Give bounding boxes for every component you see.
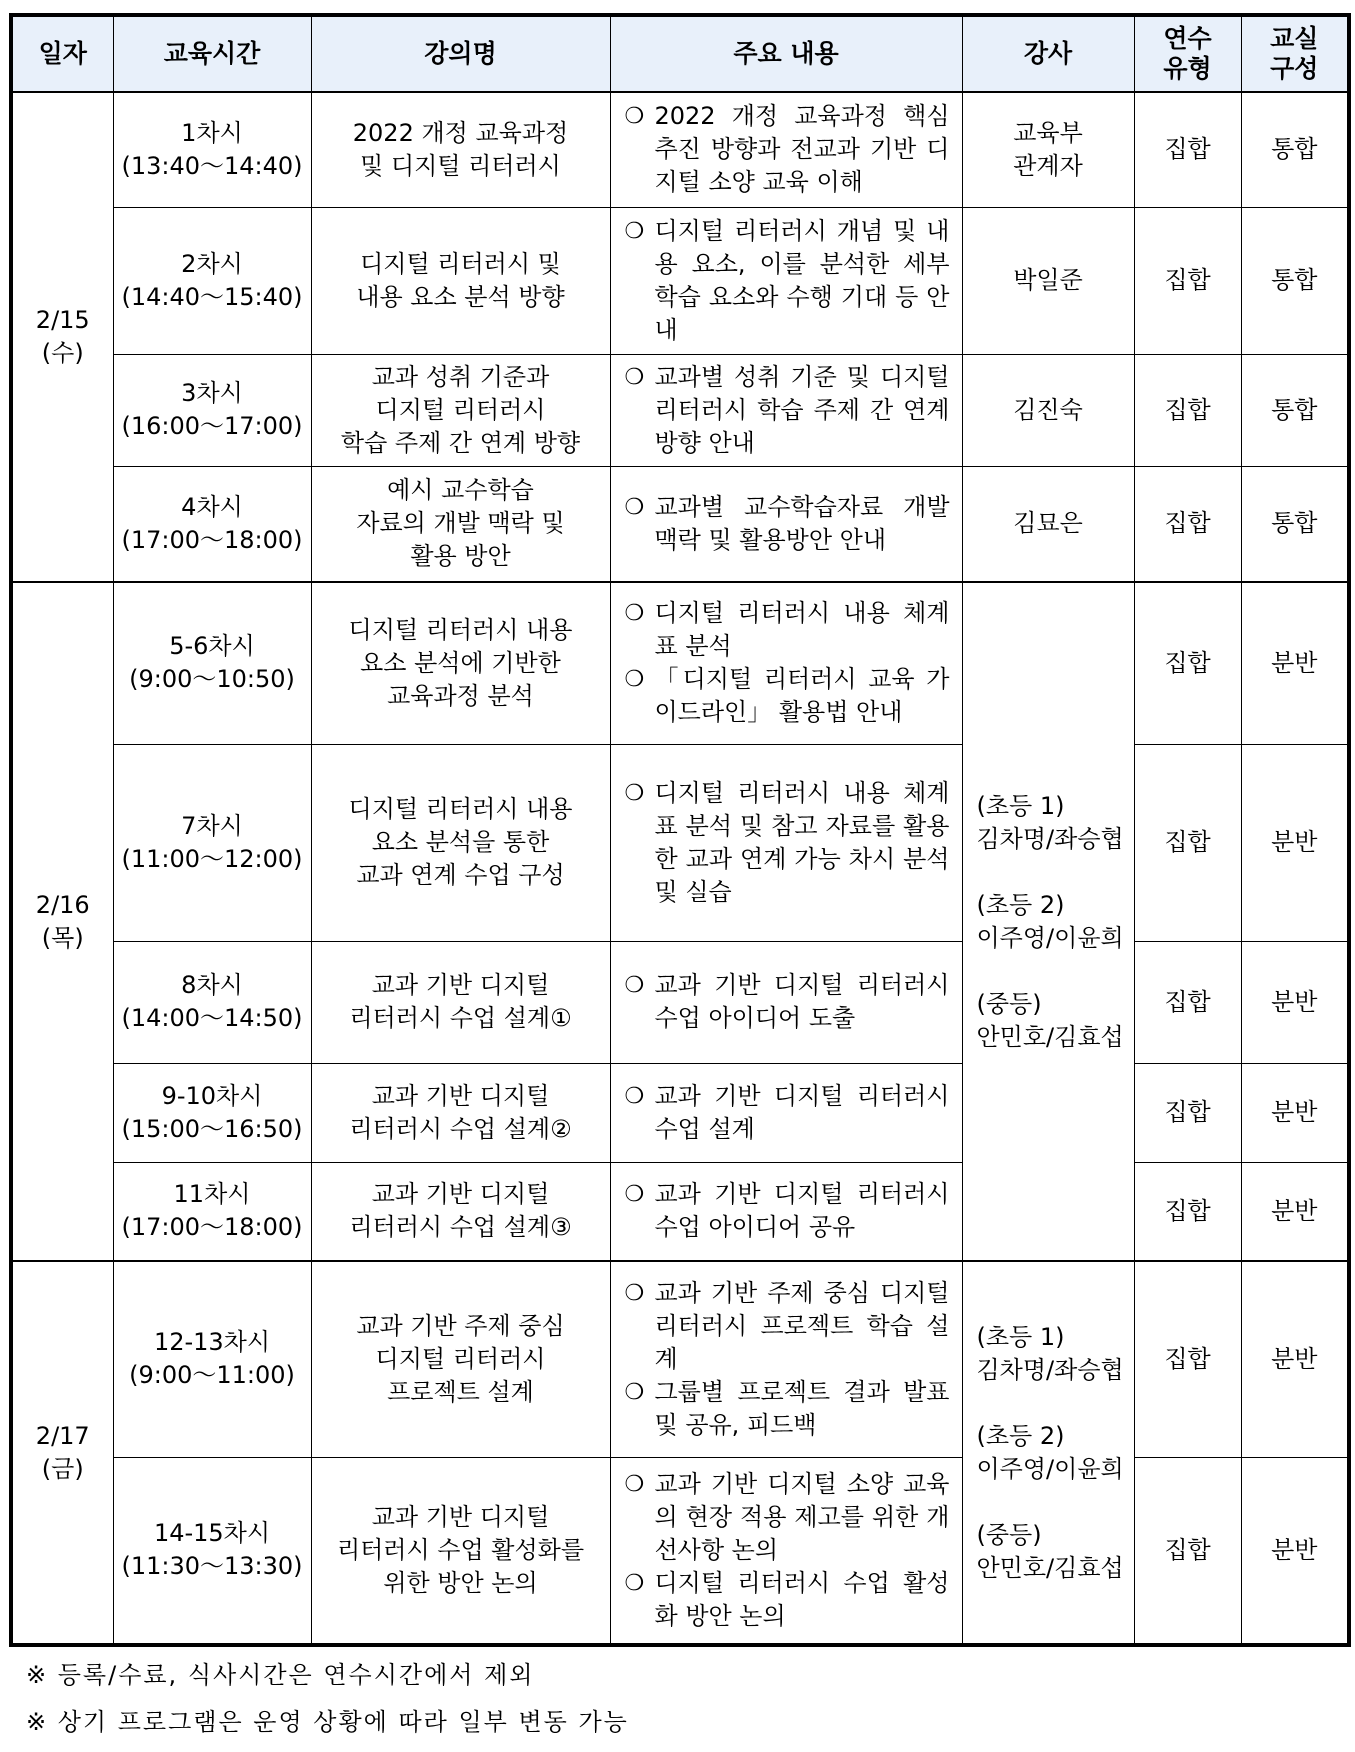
lecture-title: 교과 기반 디지털 리터러시 수업 활성화를 위한 방안 논의 <box>311 1457 610 1645</box>
class-composition: 통합 <box>1241 466 1349 582</box>
lecture-title: 교과 기반 디지털 리터러시 수업 설계① <box>311 941 610 1063</box>
session-time: 7차시 (11:00～12:00) <box>113 744 311 941</box>
table-row <box>11 744 1349 941</box>
instructor-cell: 교육부 관계자 <box>962 92 1134 207</box>
training-type: 집합 <box>1134 1261 1241 1457</box>
content-item <box>625 597 950 663</box>
lecture-title: 디지털 리터러시 내용 요소 분석에 기반한 교육과정 분석 <box>311 582 610 744</box>
content-text: 교과 기반 디지털 리터러시 수업 설계 <box>654 1081 950 1143</box>
table-row <box>11 1063 1349 1162</box>
table-row <box>11 354 1349 466</box>
content-cell <box>610 744 962 941</box>
header-instructor: 강사 <box>962 15 1134 92</box>
session-time: 2차시 (14:40～15:40) <box>113 207 311 354</box>
content-item <box>625 361 950 460</box>
table-row <box>11 941 1349 1063</box>
content-item <box>625 100 950 199</box>
table-row <box>11 92 1349 207</box>
header-content: 주요 내용 <box>610 15 962 92</box>
circle-bullet-icon: ❍ <box>624 1471 645 1497</box>
header-row <box>11 15 1349 92</box>
content-cell <box>610 92 962 207</box>
class-composition: 분반 <box>1241 1063 1349 1162</box>
class-composition: 분반 <box>1241 1162 1349 1261</box>
content-text: 교과 기반 디지털 소양 교육의 현장 적용 제고를 위한 개선사항 논의 <box>654 1469 950 1564</box>
session-time: 12-13차시 (9:00～11:00) <box>113 1261 311 1457</box>
table-row <box>11 466 1349 582</box>
session-time: 4차시 (17:00～18:00) <box>113 466 311 582</box>
circle-bullet-icon: ❍ <box>624 1280 645 1306</box>
table-row <box>11 207 1349 354</box>
content-cell <box>610 466 962 582</box>
content-cell <box>610 1457 962 1645</box>
content-item <box>625 1178 950 1244</box>
header-class: 교실 구성 <box>1241 15 1349 92</box>
header-time: 교육시간 <box>113 15 311 92</box>
lecture-title: 교과 기반 디지털 리터러시 수업 설계③ <box>311 1162 610 1261</box>
content-item <box>625 969 950 1035</box>
content-item <box>625 777 950 909</box>
training-type: 집합 <box>1134 92 1241 207</box>
lecture-title: 디지털 리터러시 내용 요소 분석을 통한 교과 연계 수업 구성 <box>311 744 610 941</box>
content-item <box>625 1567 950 1633</box>
table-row <box>11 1261 1349 1457</box>
circle-bullet-icon: ❍ <box>624 218 645 244</box>
content-item <box>625 215 950 347</box>
content-cell <box>610 1261 962 1457</box>
content-text: 디지털 리터러시 수업 활성화 방안 논의 <box>654 1568 950 1630</box>
content-item <box>625 491 950 557</box>
class-composition: 통합 <box>1241 354 1349 466</box>
training-type: 집합 <box>1134 354 1241 466</box>
training-type: 집합 <box>1134 941 1241 1063</box>
date-cell: 2/16 (목) <box>11 582 113 1261</box>
session-time: 1차시 (13:40～14:40) <box>113 92 311 207</box>
circle-bullet-icon: ❍ <box>624 104 645 130</box>
training-type: 집합 <box>1134 1063 1241 1162</box>
content-text: 「디지털 리터러시 교육 가이드라인」 활용법 안내 <box>654 665 950 727</box>
instructor-cell: (초등 1) 김차명/좌승협 (초등 2) 이주영/이윤희 (중등) 안민호/김효섭 <box>962 582 1134 1261</box>
lecture-title: 교과 기반 주제 중심 디지털 리터러시 프로젝트 설계 <box>311 1261 610 1457</box>
table-row <box>11 582 1349 744</box>
content-text: 교과별 교수학습자료 개발 맥락 및 활용방안 안내 <box>654 492 950 554</box>
content-item <box>625 663 950 729</box>
training-type: 집합 <box>1134 582 1241 744</box>
content-text: 디지털 리터러시 내용 체계표 분석 및 참고 자료를 활용한 교과 연계 가능 차시 분석 및 실습 <box>654 778 950 906</box>
circle-bullet-icon: ❍ <box>624 973 645 998</box>
header-type: 연수 유형 <box>1134 15 1241 92</box>
circle-bullet-icon: ❍ <box>624 601 645 627</box>
class-composition: 통합 <box>1241 207 1349 354</box>
date-cell: 2/15 (수) <box>11 92 113 582</box>
circle-bullet-icon: ❍ <box>624 1182 645 1208</box>
lecture-title: 디지털 리터러시 및 내용 요소 분석 방향 <box>311 207 610 354</box>
session-time: 3차시 (16:00～17:00) <box>113 354 311 466</box>
circle-bullet-icon: ❍ <box>624 1570 645 1596</box>
content-cell <box>610 354 962 466</box>
lecture-title: 예시 교수학습 자료의 개발 맥락 및 활용 방안 <box>311 466 610 582</box>
class-composition: 분반 <box>1241 1261 1349 1457</box>
content-text: 교과 기반 디지털 리터러시 수업 아이디어 공유 <box>654 1180 950 1242</box>
class-composition: 분반 <box>1241 941 1349 1063</box>
footnote: ※ 상기 프로그램은 운영 상황에 따라 일부 변동 가능 <box>26 1708 629 1736</box>
circle-bullet-icon: ❍ <box>624 1083 645 1109</box>
content-item <box>625 1468 950 1567</box>
content-cell <box>610 1063 962 1162</box>
circle-bullet-icon: ❍ <box>624 1379 645 1405</box>
header-date: 일자 <box>11 15 113 92</box>
training-type: 집합 <box>1134 1162 1241 1261</box>
content-item <box>625 1080 950 1146</box>
lecture-title: 교과 성취 기준과 디지털 리터러시 학습 주제 간 연계 방향 <box>311 354 610 466</box>
training-type: 집합 <box>1134 1457 1241 1645</box>
session-time: 8차시 (14:00～14:50) <box>113 941 311 1063</box>
content-cell <box>610 582 962 744</box>
table-row <box>11 1457 1349 1645</box>
instructor-cell: 김진숙 <box>962 354 1134 466</box>
footnotes <box>26 1652 629 1746</box>
footnote: ※ 등록/수료, 식사시간은 연수시간에서 제외 <box>26 1661 535 1689</box>
content-text: 교과 기반 디지털 리터러시 수업 아이디어 도출 <box>654 971 950 1032</box>
content-text: 그룹별 프로젝트 결과 발표 및 공유, 피드백 <box>654 1377 950 1439</box>
training-type: 집합 <box>1134 744 1241 941</box>
schedule-table <box>9 13 1351 1647</box>
content-cell <box>610 941 962 1063</box>
content-item <box>625 1277 950 1376</box>
content-text: 교과별 성취 기준 및 디지털 리터러시 학습 주제 간 연계 방향 안내 <box>654 362 950 457</box>
circle-bullet-icon: ❍ <box>624 780 645 806</box>
session-time: 14-15차시 (11:30～13:30) <box>113 1457 311 1645</box>
class-composition: 통합 <box>1241 92 1349 207</box>
session-time: 9-10차시 (15:00～16:50) <box>113 1063 311 1162</box>
instructor-cell: 김묘은 <box>962 466 1134 582</box>
class-composition: 분반 <box>1241 1457 1349 1645</box>
date-cell: 2/17 (금) <box>11 1261 113 1645</box>
lecture-title: 교과 기반 디지털 리터러시 수업 설계② <box>311 1063 610 1162</box>
content-cell <box>610 1162 962 1261</box>
session-time: 5-6차시 (9:00～10:50) <box>113 582 311 744</box>
content-text: 2022 개정 교육과정 핵심 추진 방향과 전교과 기반 디지털 소양 교육 이해 <box>654 102 950 197</box>
circle-bullet-icon: ❍ <box>624 364 645 390</box>
circle-bullet-icon: ❍ <box>624 494 645 520</box>
content-item <box>625 1376 950 1442</box>
session-time: 11차시 (17:00～18:00) <box>113 1162 311 1261</box>
instructor-cell: (초등 1) 김차명/좌승협 (초등 2) 이주영/이윤희 (중등) 안민호/김효섭 <box>962 1261 1134 1645</box>
content-cell <box>610 207 962 354</box>
header-lecture: 강의명 <box>311 15 610 92</box>
lecture-title: 2022 개정 교육과정 및 디지털 리터러시 <box>311 92 610 207</box>
circle-bullet-icon: ❍ <box>624 667 645 693</box>
class-composition: 분반 <box>1241 582 1349 744</box>
training-type: 집합 <box>1134 466 1241 582</box>
class-composition: 분반 <box>1241 744 1349 941</box>
training-type: 집합 <box>1134 207 1241 354</box>
instructor-cell: 박일준 <box>962 207 1134 354</box>
content-text: 디지털 리터러시 개념 및 내용 요소, 이를 분석한 세부 학습 요소와 수행 기대 등 안내 <box>654 216 950 344</box>
content-text: 디지털 리터러시 내용 체계표 분석 <box>654 599 950 661</box>
table-row <box>11 1162 1349 1261</box>
content-text: 교과 기반 주제 중심 디지털 리터러시 프로젝트 학습 설계 <box>654 1278 950 1373</box>
